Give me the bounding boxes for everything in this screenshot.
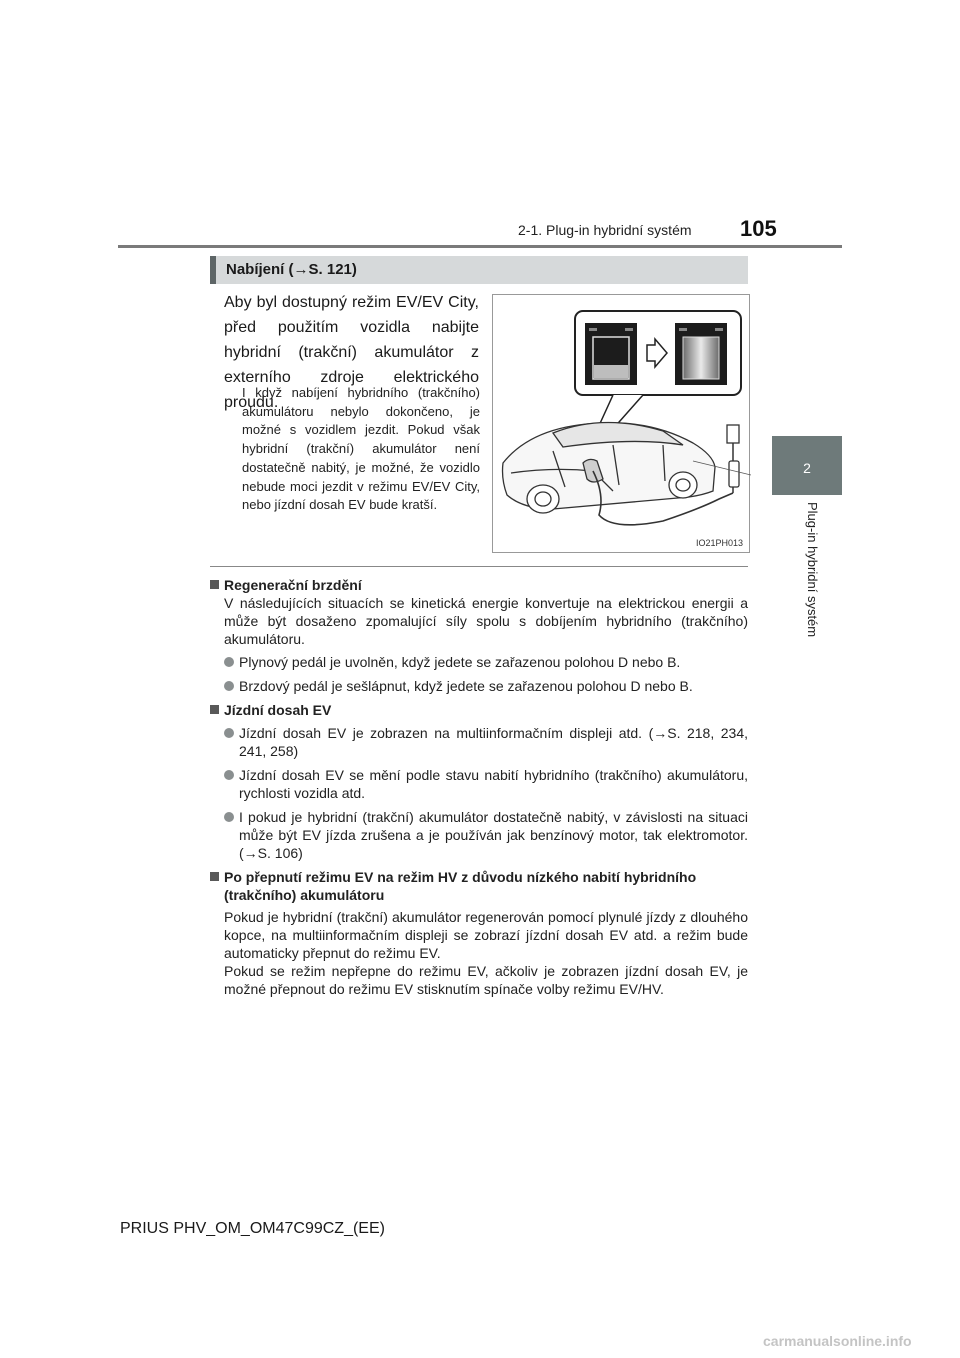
- list-item-text: Plynový pedál je uvolněn, když jedete se zařazenou polohou D nebo B.: [239, 654, 681, 670]
- car-charging-drawing: [493, 295, 751, 554]
- round-bullet-icon: [224, 681, 234, 691]
- switch-heading-text: Po přepnutí režimu EV na režim HV z důvodu nízkého nabití hybridního (trakčního) akumulátoru: [224, 869, 697, 903]
- section-title: Nabíjení (→S. 121): [226, 261, 357, 278]
- chapter-tab-label: Plug-in hybridní systém: [805, 502, 820, 638]
- section-rule: [210, 566, 748, 567]
- round-bullet-icon: [224, 812, 234, 822]
- header-rule: [118, 245, 842, 248]
- section-note: I když nabíjení hybridního (trakčního) akumulátoru nebylo dokončeno, je možné s vozidlem jezdit. Pokud však hybridní (trakční) akumulátor není dostatečně nabitý, je možné, že vozidlo nebude moci jezdit v režimu EV/EV City, nebo jízdní dosah EV bude kratší.: [242, 385, 480, 513]
- switch-text-2: Pokud se režim nepřepne do režimu EV, ačkoliv je zobrazen jízdní dosah EV, je možné přepnout do režimu EV stisknutím spínače volby režimu EV/HV.: [224, 963, 748, 997]
- list-item-text: I pokud je hybridní (trakční) akumulátor dostatečně nabitý, v závislosti na situaci může být EV jízda zrušena a je používán jak benzínový motor, tak elektromotor. (→S. 106): [239, 809, 748, 861]
- list-item: [210, 677, 748, 695]
- list-item-text: Jízdní dosah EV je zobrazen na multiinformačním displeji atd. (→S. 218, 234, 241, 258): [239, 725, 748, 759]
- figure-code: IO21PH013: [695, 538, 743, 548]
- round-bullet-icon: [224, 770, 234, 780]
- switch-text-1: Pokud je hybridní (trakční) akumulátor regenerován pomocí plynulé jízdy z dlouhého kopce, na multiinformačním displeji se zobrazí jízdní dosah EV atd. a režim bude automaticky přepnut do režimu EV.: [224, 909, 748, 961]
- battery-low-icon: [585, 323, 637, 385]
- square-bullet-icon: [210, 705, 219, 714]
- manual-code-footer: PRIUS PHV_OM_OM47C99CZ_(EE): [120, 1220, 385, 1237]
- section-heading-bar: [210, 256, 748, 284]
- wall-outlet: [727, 425, 739, 443]
- list-item: [210, 808, 748, 862]
- round-bullet-icon: [224, 657, 234, 667]
- list-item: [210, 766, 748, 802]
- square-bullet-icon: [210, 872, 219, 881]
- car-outline: [503, 422, 716, 513]
- regen-text: V následujících situacích se kinetická energie konvertuje na elektrickou energii a může být dosaženo zpomalující síly spolu s dobíjením hybridního (trakčního) akumulátoru.: [224, 595, 748, 647]
- list-item: [210, 724, 748, 760]
- header-section-title: 2-1. Plug-in hybridní systém: [518, 222, 692, 238]
- watermark: carmanualsonline.info: [763, 1333, 912, 1349]
- range-heading: [210, 701, 748, 719]
- chapter-tab: 2: [772, 436, 842, 495]
- regen-heading-text: Regenerační brzdění: [224, 577, 362, 593]
- switch-heading: [210, 868, 748, 904]
- square-bullet-icon: [210, 580, 219, 589]
- content-body: [210, 572, 748, 1002]
- list-item: [210, 653, 748, 671]
- section-intro: Aby byl dostupný režim EV/EV City, před použitím vozidla nabijte hybridní (trakční) akumulátor z externího zdroje elektrického proudu.: [224, 294, 479, 411]
- chapter-tab-label-area: [772, 496, 842, 646]
- list-item-text: Jízdní dosah EV se mění podle stavu nabití hybridního (trakčního) akumulátoru, rychlosti vozidla atd.: [239, 767, 748, 801]
- page-number: 105: [740, 216, 777, 241]
- round-bullet-icon: [224, 728, 234, 738]
- charging-control-box: [729, 461, 739, 487]
- list-item-text: Brzdový pedál je sešlápnut, když jedete se zařazenou polohou D nebo B.: [239, 678, 693, 694]
- battery-full-icon: [675, 323, 727, 385]
- range-heading-text: Jízdní dosah EV: [224, 702, 332, 718]
- charging-illustration: [492, 294, 750, 553]
- regen-heading: [210, 576, 748, 594]
